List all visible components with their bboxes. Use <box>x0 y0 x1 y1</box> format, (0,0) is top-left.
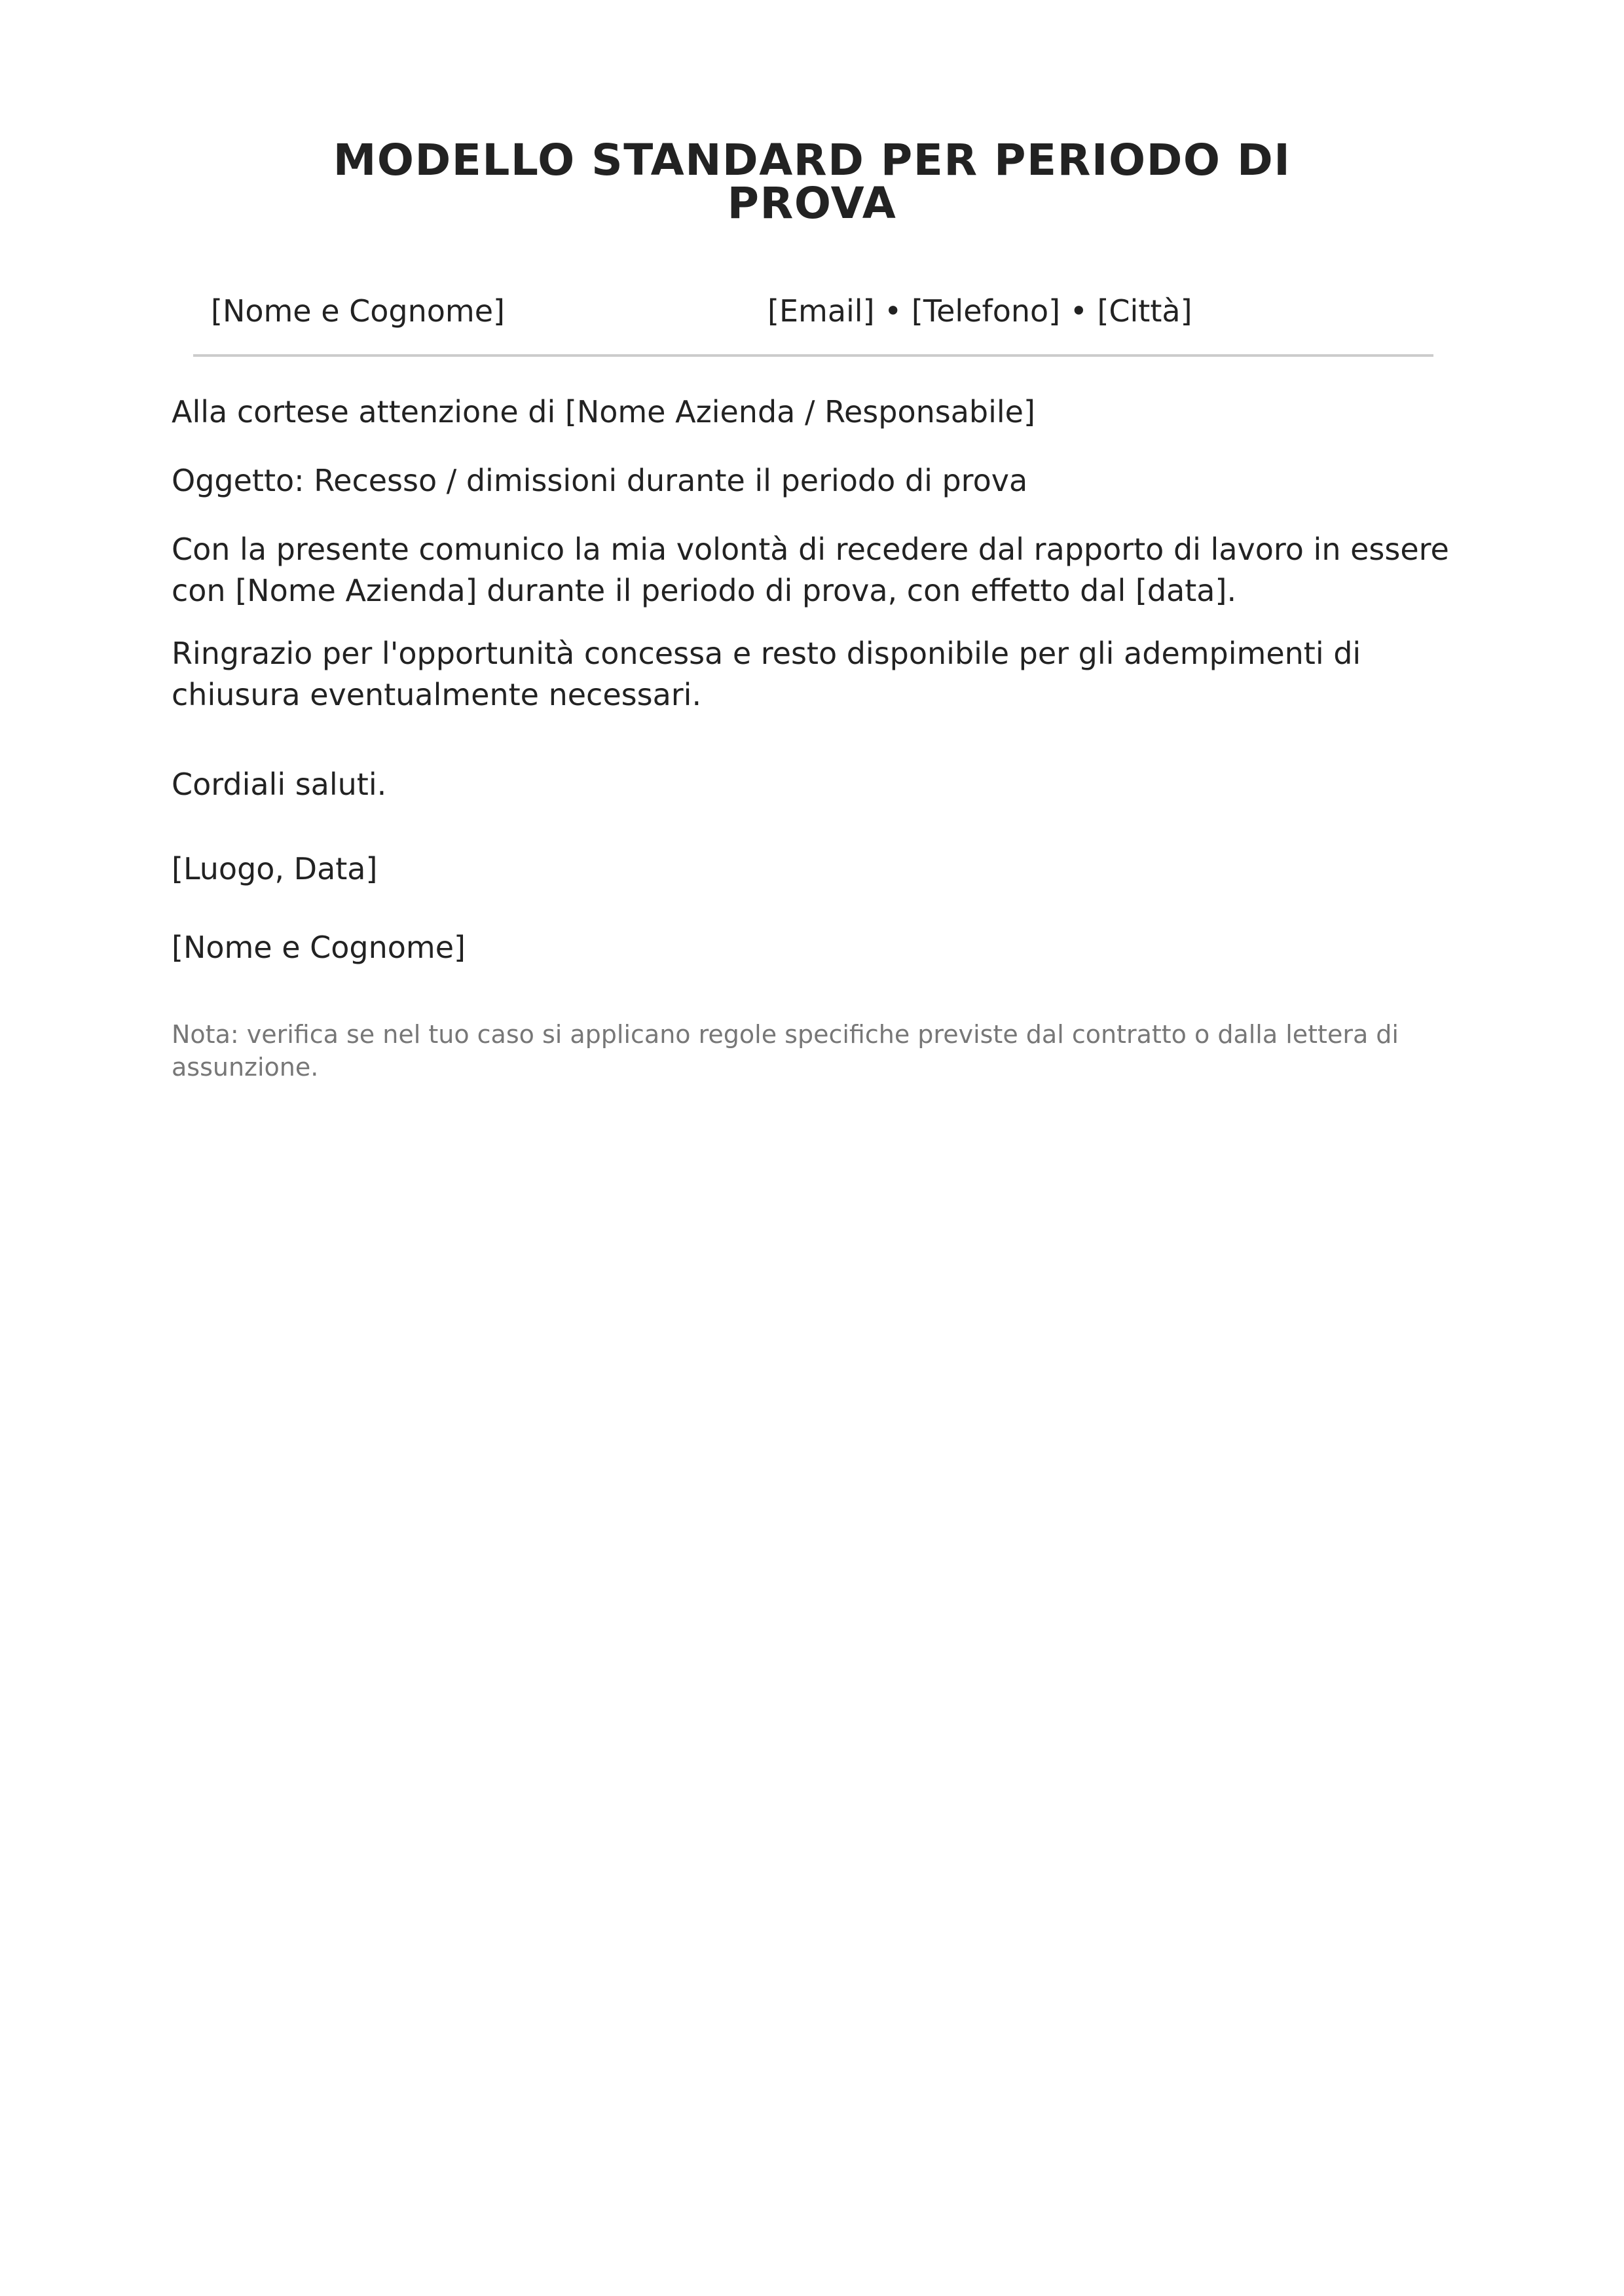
document-title-line-2: PROVA <box>727 178 897 228</box>
body-paragraph-1: Con la presente comunico la mia volontà di recedere dal rapporto di lavoro in essere con [Nome Azienda] durante il periodo di prova, con effetto dal [data]. <box>172 532 1449 608</box>
sender-name: [Nome e Cognome] <box>211 293 505 329</box>
subject-line: Oggetto: Recesso / dimissioni durante il periodo di prova <box>172 463 1028 498</box>
document-title <box>288 135 1336 228</box>
place-date-line: [Luogo, Data] <box>172 851 378 886</box>
header-divider <box>193 354 1433 357</box>
recipient-line: Alla cortese attenzione di [Nome Azienda / Responsabile] <box>172 394 1035 429</box>
document-title-line-1: MODELLO STANDARD PER PERIODO DI <box>333 135 1291 185</box>
sender-contacts: [Email] • [Telefono] • [Città] <box>767 293 1192 329</box>
closing-line: Cordiali saluti. <box>172 767 387 802</box>
sender-header <box>193 291 1433 337</box>
signature-line: [Nome e Cognome] <box>172 930 466 965</box>
body-paragraph-2: Ringrazio per l'opportunità concessa e resto disponibile per gli adempimenti di chiusura eventualmente necessari. <box>172 636 1361 712</box>
footnote: Nota: verifica se nel tuo caso si applicano regole specifiche previste dal contratto o dalla lettera di assunzione. <box>172 1020 1399 1082</box>
